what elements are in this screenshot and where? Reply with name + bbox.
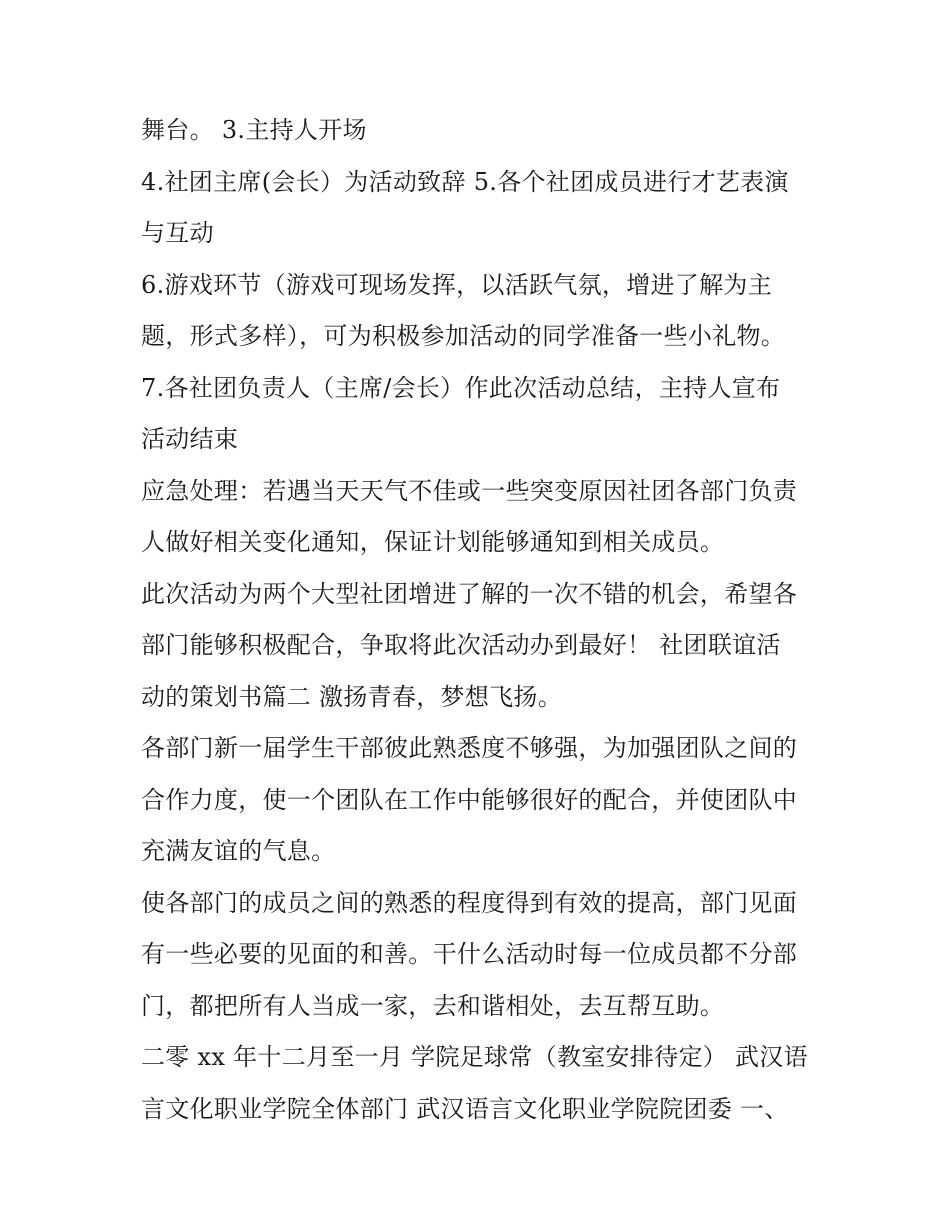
text-line: 6.游戏环节（游戏可现场发挥，以活跃气氛，增进了解为主 — [141, 270, 772, 299]
text-line: 二零 xx 年十二月至一月 学院足球常（教室安排待定） 武汉语 — [141, 1043, 808, 1071]
text-line: 舞台。 3.主持人开场 — [141, 116, 367, 144]
text-line: 此次活动为两个大型社团增进了解的一次不错的机会，希望各 — [141, 579, 798, 608]
text-line: 言文化职业学院全体部门 武汉语言文化职业学院院团委 一、 — [141, 1094, 789, 1123]
text-line: 部门能够积极配合，争取将此次活动办到最好！ 社团联谊活 — [141, 631, 781, 659]
text-line: 合作力度，使一个团队在工作中能够很好的配合，并使团队中 — [141, 785, 798, 814]
document-body — [141, 108, 821, 1138]
text-line: 活动结束 — [141, 425, 239, 453]
text-line: 动的策划书篇二 激扬青春，梦想飞扬。 — [141, 682, 563, 711]
text-line: 充满友谊的气息。 — [141, 837, 336, 865]
text-line: 与互动 — [141, 219, 214, 247]
text-line: 各部门新一届学生干部彼此熟悉度不够强，为加强团队之间的 — [141, 734, 798, 762]
text-line: 有一些必要的见面的和善。干什么活动时每一位成员都不分部 — [141, 940, 798, 968]
text-line: 4.社团主席(会长）为活动致辞 5.各个社团成员进行才艺表演 — [141, 167, 789, 196]
text-line: 使各部门的成员之间的熟悉的程度得到有效的提高，部门见面 — [141, 888, 798, 917]
text-line: 门，都把所有人当成一家，去和谐相处，去互帮互助。 — [141, 991, 725, 1020]
text-line: 7.各社团负责人（主席/会长）作此次活动总结，主持人宣布 — [141, 373, 781, 402]
text-line: 题，形式多样），可为积极参加活动的同学准备一些小礼物。 — [141, 322, 786, 350]
text-line: 应急处理：若遇当天天气不佳或一些突变原因社团各部门负责 — [141, 476, 798, 505]
text-line: 人做好相关变化通知，保证计划能够通知到相关成员。 — [141, 528, 725, 556]
